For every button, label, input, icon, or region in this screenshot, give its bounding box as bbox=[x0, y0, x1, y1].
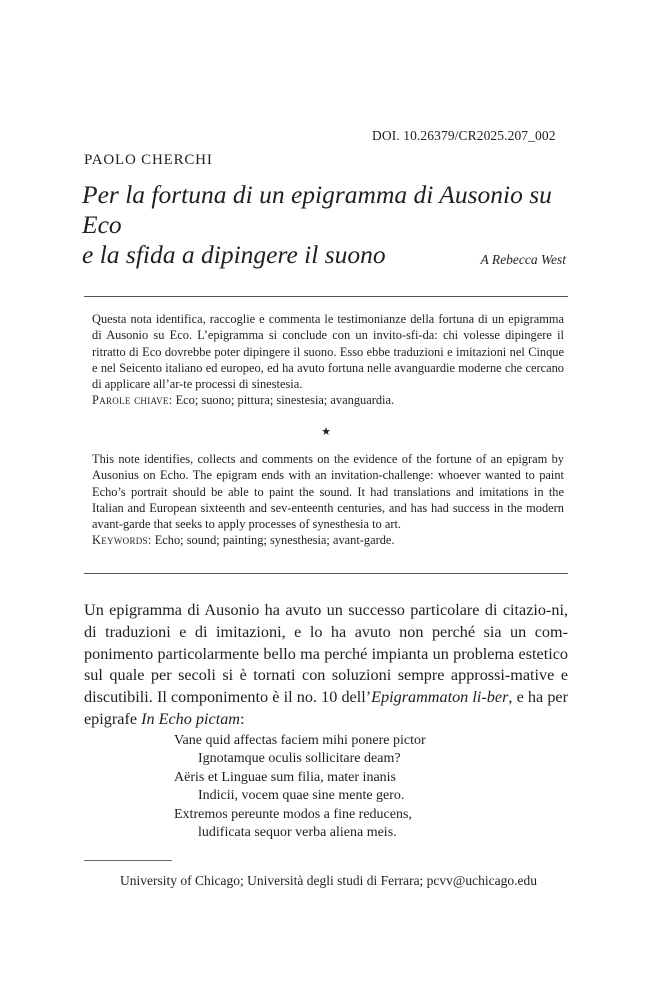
title-line-1: Per la fortuna di un epigramma di Ausonio su Eco bbox=[82, 180, 552, 239]
verse-line: Extremos pereunte modos a fine reducens, bbox=[174, 806, 412, 822]
keywords-italian-list: Eco; suono; pittura; sinestesia; avanguardia. bbox=[172, 393, 395, 408]
separator-star: ★ bbox=[321, 426, 331, 438]
affiliation-footnote: University of Chicago; Università degli studi di Ferrara; pcvv@uchicago.edu bbox=[120, 873, 537, 888]
title-line-2: e la sfida a dipingere il suono bbox=[82, 240, 386, 269]
verse-line: ludificata sequor verba aliena meis. bbox=[198, 825, 397, 841]
abstract-italian bbox=[92, 311, 564, 409]
body-paragraph bbox=[84, 600, 568, 731]
keywords-english bbox=[92, 533, 395, 547]
keywords-english-label: Keywords: bbox=[92, 533, 152, 548]
abstract-english bbox=[92, 451, 564, 549]
latin-epigram bbox=[174, 732, 554, 842]
dedication: A Rebecca West bbox=[480, 252, 566, 267]
body-text-part-2: , e ha per epigrafe bbox=[84, 688, 569, 728]
doi-line: DOI. 10.26379/CR2025.207_002 bbox=[372, 128, 556, 143]
work-title-epigrammaton: Epigrammaton li-ber bbox=[371, 688, 509, 707]
author-name: PAOLO CHERCHI bbox=[84, 152, 213, 168]
body-text-part-3: : bbox=[239, 709, 245, 728]
verse-line: Indicii, vocem quae sine mente gero. bbox=[198, 788, 405, 804]
body-text-part-1: Un epigramma di Ausonio ha avuto un successo particolare di citazio-ni, di traduzioni e di imitazioni, e lo ha avuto non perché sia un com-ponimento particolarmente bello ma perché impianta un problema estetico sul quale per secoli si è tornati con soluzioni sempre approssi-mative e discutibili. Il componimento è il no. 10 dell’ bbox=[84, 601, 568, 707]
verse-line: Vane quid affectas faciem mihi ponere pictor bbox=[174, 733, 426, 748]
verse-line: Ignotamque oculis sollicitare deam? bbox=[198, 751, 401, 767]
keywords-english-list: Echo; sound; painting; synesthesia; avant-garde. bbox=[151, 533, 395, 548]
abstract-italian-text: Questa nota identifica, raccoglie e commenta le testimonianze della fortuna di un epigramma di Ausonio su Eco. L’epigramma si conclude con un invito-sfi-da: chi volesse dipingere il ritratto di Eco dovrebbe poter dipingere il suono. Esso ebbe traduzioni e imitazioni nel Cinque e nel Seicento italiano ed europeo, ed ha avuto fortuna nelle avanguardie moderne che cercano di applicare all’ar-te processi di sinestesia. bbox=[92, 312, 564, 392]
keywords-italian bbox=[92, 393, 394, 407]
keywords-italian-label: Parole chiave: bbox=[92, 393, 173, 408]
abstract-box bbox=[84, 296, 568, 574]
verse-line: Aëris et Linguae sum filia, mater inanis bbox=[174, 769, 396, 785]
epigraph-title: In Echo pictam bbox=[141, 709, 240, 728]
abstract-english-text: This note identifies, collects and comments on the evidence of the fortune of an epigram by Ausonius on Echo. The epigram ends with an invitation-challenge: whoever wanted to paint Echo’s portrait should be able to paint the sound. It had translations and imitations in the Italian and European sixteenth and sev-enteenth centuries, and has had success in the modern avant-garde that seeks to apply processes of synesthesia to art. bbox=[92, 452, 564, 532]
footnote-rule bbox=[84, 860, 172, 861]
